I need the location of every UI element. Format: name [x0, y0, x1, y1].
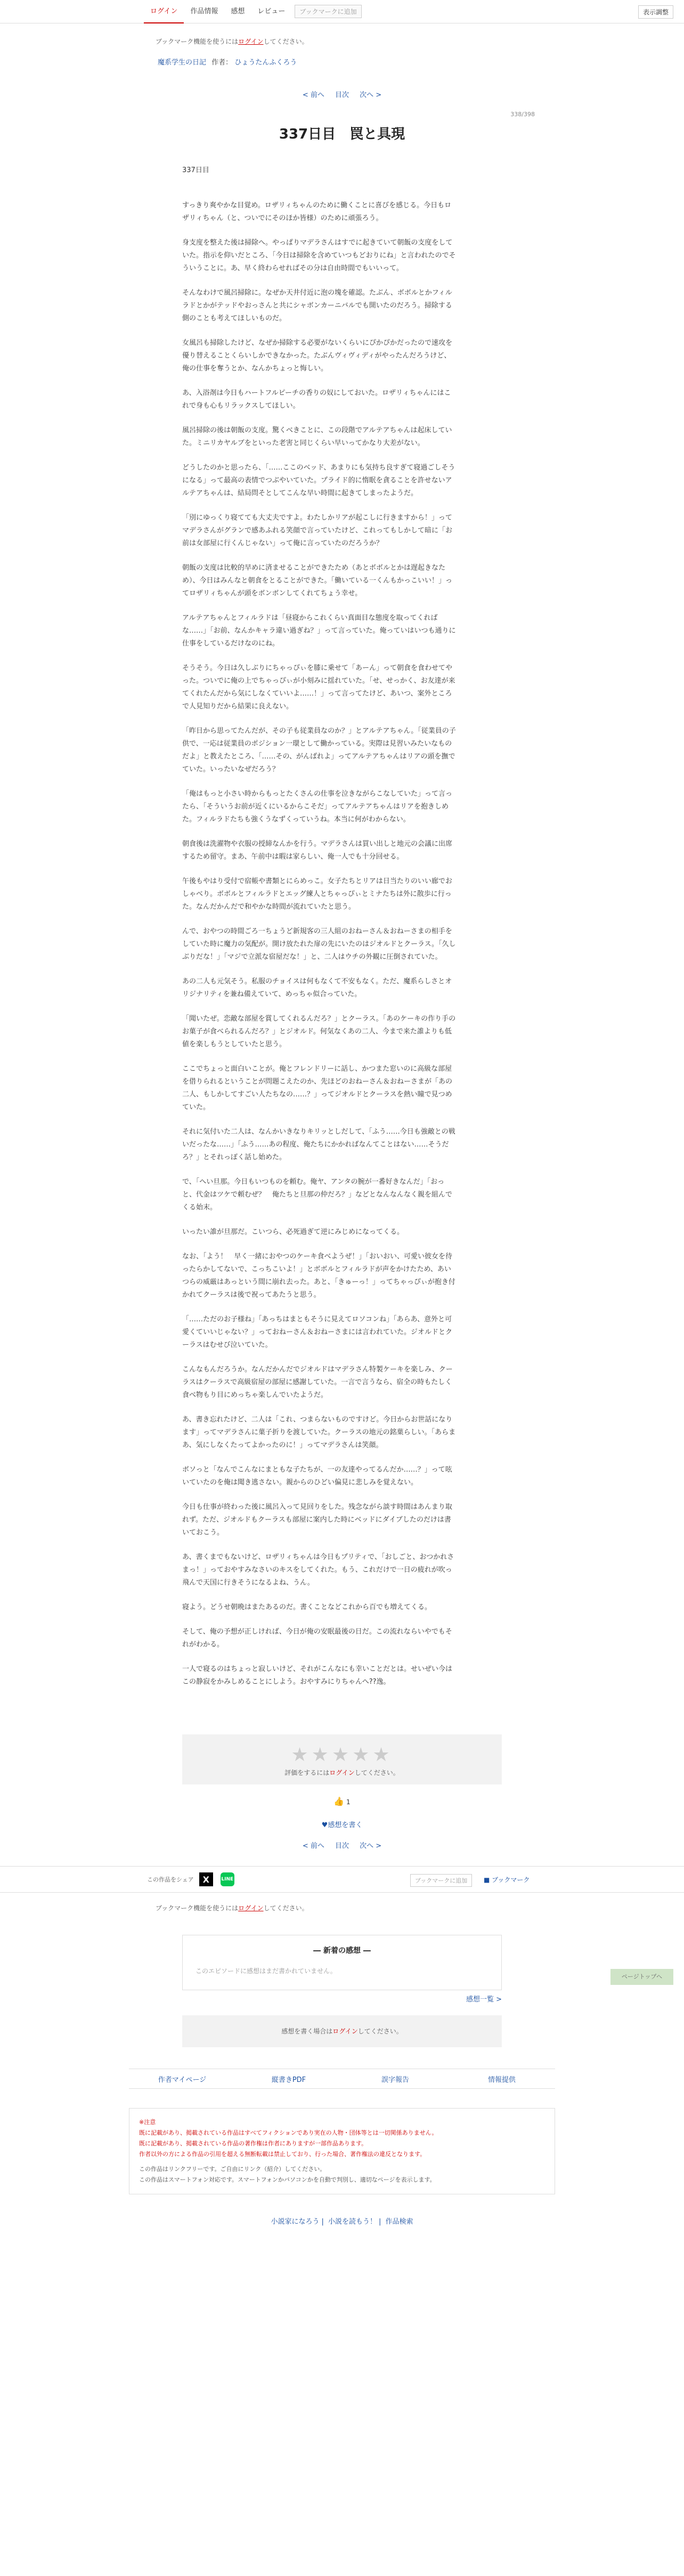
site-links: 小説家になろう | 小説を読もう！ | 作品検索 [271, 2218, 413, 2226]
bookmark-login-notice [156, 37, 528, 46]
body-paragraph: 朝食後は洗濯物や衣服の授締なんかを行う。マデラさんは買い出しと地元の会議に出席するため留守。まあ、午前中は暇は家らしい、俺一人でも十分回せる。 [182, 840, 453, 861]
rating-note [182, 1768, 502, 1777]
bookmark-login-notice-bottom [156, 1903, 528, 1912]
display-settings-button[interactable]: 表示調整 [638, 5, 673, 19]
review-list-link[interactable]: 感想一覧 > [466, 1996, 502, 2004]
x-share-icon[interactable]: X [199, 1872, 213, 1886]
no-reviews-text: このエピソードに感想はまだ書かれていません。 [196, 1967, 337, 1975]
body-paragraph: 午後もやはり受付で宿帳や書類とにらめっこ。女子たちとリアは日当たりのいい廊でおしゃべり。ボボルとフィルラドとエッグ練人とちゃっぴぃとミナたちは外に散歩に行った。なんだかんだで和やかな時間が流れていたと思う。 [182, 877, 452, 911]
warning-head: ※注意 [139, 2119, 156, 2126]
page-top-button[interactable]: ページトップへ [610, 1969, 673, 1985]
warning-line-3: 作者以外の方による作品の引用を超える無断転載は禁止しており、行った場合、著作権法の違反となります。 [139, 2151, 426, 2158]
new-reviews-title: ― 新着の感想 ― [313, 1947, 371, 1955]
thumbs-up-icon: 👍 [333, 1796, 345, 1806]
top-navigation [0, 0, 684, 23]
warning-line-4: この作品はリンクフリーです。ご自由にリンク（紹介）してください。 [139, 2166, 326, 2173]
body-paragraph: 「別にゆっくり寝てても大丈夫ですよ。わたしかリアが起こしに行きますから！」ってマデラさんがグランで感あふれる笑顔で言っていたけど、これってもしかして暗に「お前は女部屋に行くんじゃない」って俺に言っていたのだろうか？ [182, 514, 453, 547]
vertical-pdf-link[interactable]: 縦書きPDF [271, 2076, 306, 2084]
bookmark-button-disabled: ブックマークに追加 [295, 5, 361, 18]
body-paragraph: 一人で寝るのはちょっと寂しいけど、それがこんなにも幸いことだとは。せいぜい今はこの静寂をかみしめることにしよう。おやすみにりちゃんへ??逸。 [182, 1665, 453, 1686]
review-login-prefix: 感想を書く場合は [281, 2028, 333, 2035]
write-impression-link[interactable]: ♥感想を書く [321, 1821, 363, 1829]
nav-login[interactable]: ログイン [144, 0, 184, 23]
body-paragraph: そして、俺の予想が正しければ、今日が俺の安眠最後の日だ。この流れならいやでもそれがわかる。 [182, 1628, 452, 1649]
body-paragraph: あ、入浴剤は今日もハートフルピーチの香りの奴にしておいた。ロザリィちゃんにはこれで身も心もリラックスしてほしい。 [182, 389, 451, 410]
body-paragraph: そんなわけで風呂掃除に。なぜか天井付近に泡の塊を確認。たぶん、ボボルとかフィルラドとかがテッドやおっさんと共にシャボンカーニバルでも開いたのだろう。掃除する側のことも考えてほしいものだ。 [182, 289, 452, 322]
body-paragraph: 「昨日から思ってたんだが、その子も従業員なのか？」とアルテアちゃん。「従業員の子供で、一応は従業員のポジション一環として働かっている。実際は見習いみたいなものだよ」と教えたところ、「……その、がんばれよ」ってアルテアちゃんはリアの頭を撫でていた。いったいなぜだろう？ [182, 727, 456, 773]
site-link-search[interactable]: 作品検索 [385, 2218, 413, 2226]
site-link-narou[interactable]: 小説家になろう [271, 2218, 320, 2226]
pager-bottom [0, 1840, 684, 1850]
line-share-icon[interactable]: LINE [221, 1872, 234, 1886]
body-paragraph: んで、おやつの時間ごろ一ちょうど新規客の三人組のおねーさん＆おねーさまの相手をしていた時に魔力の気配が。開け放たれた扉の先にいたのはジオルドとクーラス。「久しぶりだな！」「マジで立派な宿屋だな！」と、二人はウチの外観に圧倒されていた。 [182, 927, 456, 961]
chapter-subtitle: 337日目 [182, 166, 209, 174]
body-paragraph: それに気付いた二人は、なんかいきなりキリッとしだして、「ふう……今日も強敵との戦いだったな……」「ふう……あの程度、俺たちにかかればなんてことはない……そうだろ？」とそれっぽく話し始めた。 [182, 1128, 455, 1161]
notice-prefix-bottom: ブックマーク機能を使うには [156, 1904, 239, 1912]
nav-impressions[interactable]: 感想 [231, 7, 245, 15]
body-paragraph: いったい誰が旦那だ。こいつら、必死過ぎて逆にみじめになってくる。 [182, 1228, 404, 1236]
body-paragraph: 「……ただのお子様ね」「あっちはまともそうに見えてロソコンね」「あらあ、意外と可愛くていいじゃない？」っておねーさん＆おねーさまには言われていた。ジオルドとクーラスはむせび泣いていた。 [182, 1315, 453, 1349]
body-paragraph: 「聞いたぜ。恋敵な部屋を賞してくれるんだろ？」とクーラス。「あのケーキの作り手のお菓子が食べられるんだろ？」とジオルド。何気なくあの二人、今まで来た誰よりも低値を楽しもうとしていたと思う。 [182, 1015, 456, 1048]
pager-top [0, 89, 684, 99]
body-paragraph: あ、書くまでもないけど、ロザリィちゃんは今日もプリティで、「おしごと、おつかれさまっ！」っておやすみなさいのキスをしてくれた。もう、これだけで一日の疲れが吹っ飛んで天国に行きそうになるよね、うん。 [182, 1553, 454, 1587]
notice-login-link-bottom[interactable]: ログイン [238, 1904, 264, 1912]
body-paragraph: そうそう。今日は久しぶりにちゃっぴぃを膝に乗せて「あーん」って朝食を食わせてやった。ついでに俺の上でちゃっぴぃが小刻みに揺れていた。「せ、せっかく、お友達が来てくれたんだから気にしなくていいよ……！」って言ってたけど、あいつ、案外ところで人見知りだから結果に良えない。 [182, 664, 455, 710]
body-paragraph: あ、書き忘れたけど、二人は「これ、つまらないものですけど。今日からお世話になります」ってマデラさんに菓子折りを渡していた。クーラスの地元の銘菓らしい。「あらまあ、気にしなくたってよかったのに！」ってマデラさんは笑顔。 [182, 1416, 456, 1449]
author-mypage-link[interactable]: 作者マイページ [158, 2076, 207, 2084]
warning-line-5: この作品はスマートフォン対応です。スマートフォンかパソコンかを自動で判別し、適切なページを表示します。 [139, 2176, 436, 2183]
toc-link-bottom[interactable]: 目次 [335, 1842, 349, 1850]
next-link[interactable]: 次へ > [360, 91, 382, 99]
body-paragraph: どうしたのかと思ったら、「……ここのベッド、あまりにも気持ち良すぎて寝過ごしそうになる」って最高の表情でつぶやいていた。プライド的に惰眠を貪ることを許せないアルテアちゃんは、結局問そとしてこんな早い時間に起きてしまったようだ。 [182, 464, 455, 497]
bookmark-button-disabled-bottom: ブックマークに追加 [410, 1874, 472, 1887]
body-paragraph: で、「へい旦那。今日もいつものを頼む。俺ヤ、アンタの腕が一番好きなんだ」「おっと、代金はツケで頼むぜ？ 俺たちと旦那の仲だろ？」などとなんなんなく親を組んでくる始末。 [182, 1178, 452, 1212]
review-login-link[interactable]: ログイン [332, 2028, 358, 2035]
toc-link[interactable]: 目次 [335, 91, 349, 99]
body-paragraph: こんなもんだろうか。なんだかんだでジオルドはマデラさん特製ケーキを楽しみ、クーラスはクーラスで高級宿屋の部屋に感謝していた。一言で言うなら、宿全の時もたしく食べ物もり目にめっちゃ楽しんでいたようだ。 [182, 1366, 453, 1399]
review-login-box [182, 2015, 502, 2047]
notice-suffix: してください。 [263, 38, 308, 45]
nav-work-info[interactable]: 作品情報 [190, 7, 218, 15]
novel-body [182, 164, 456, 1689]
body-paragraph: 今日も仕事が終わった後に風呂入って見回りをした。残念ながら談す時間はあんまり取れず。ただ、ジオルドもクーラスも部屋に案内した時にベッドにダイブしたのだけは書いておこう。 [182, 1503, 452, 1537]
chapter-title: 337日目 罠と具現 [279, 126, 405, 142]
prev-link[interactable]: < 前へ [302, 91, 324, 99]
rating-note-prefix: 評価をするには [284, 1769, 330, 1776]
nav-reviews[interactable]: レビュー [257, 7, 286, 15]
body-paragraph: 女風呂も掃除したけど、なぜか掃除する必要がないくらいにぴかぴかだったので速攻を優り替えることくらいしかできなかった。たぶんヴィヴィディがやったんだろうけど、俺の仕事を奪うとか、なんかちょっと悔しい。 [182, 339, 453, 373]
warning-line-1: 既に記載があり、掲載されている作品はすべてフィクションであり実在の人物・団体等とは一切関係ありません。 [139, 2129, 438, 2136]
author-link[interactable]: ひょうたんふくろう [234, 59, 297, 67]
body-paragraph: 身支度を整えた後は掃除へ。やっぱりマデラさんはすでに起きていて朝飯の支度をしていた。指示を仰いだところ、「今日は掃除を含めていつもどおりにね」と言われたのでそういうことに。あ、早く終わらせればその分は自由時間でもいいって。 [182, 239, 456, 272]
body-paragraph: すっきり爽やかな目覚め。ロザリィちゃんのために働くことに喜びを感じる。今日もロザリィちゃん（と、ついでにそのほか皆様）のために頑張ろう。 [182, 201, 452, 222]
typo-report-link[interactable]: 誤字報告 [381, 2076, 409, 2084]
rating-note-suffix: してください。 [354, 1769, 400, 1776]
series-title-link[interactable]: 魔系学生の日記 [158, 59, 207, 67]
body-paragraph: ボソっと「なんでこんなにまともな子たちが、一の友達やってるんだか……？」って呟いていたのを俺は聞き逃さない。親からのひどい偏見に悲しみを覚えない。 [182, 1466, 452, 1487]
body-paragraph: 寝よう。どうせ朝晩はまたあるのだ。書くことなどこれから百でも増えてくる。 [182, 1603, 432, 1611]
author-label: 作者： [211, 59, 233, 67]
body-paragraph: 朝飯の支度は比較的早めに済ませることができたため（あとボボルとかは遅起きなため）、今日はみんなと朝食をとることができた。「働いている一くんもかっこいい！」ってロザリィちゃんが頭をボンボンしてくれてちょう幸せ。 [182, 564, 453, 597]
new-reviews-box [182, 1935, 502, 1990]
body-paragraph: 「俺はもっと小さい時からもっとたくさんの仕事を泣きながらこなしていた」って言ったら、「そういうお前が近くにいるからこそだ」ってアルテアちゃんはリアを抱きしめた。フィルラドたちも強くうなずくっていうね。本当に何がわからない。 [182, 790, 453, 823]
prev-link-bottom[interactable]: < 前へ [302, 1842, 324, 1850]
body-paragraph: 風呂掃除の後は朝飯の支度。驚くべきことに、この段階でアルテアちゃんは起床していた。ミニリカヤルブをといった老害と同じくらい早いってかなり大差がない。 [182, 426, 452, 447]
good-reaction[interactable] [0, 1796, 684, 1806]
series-info [158, 56, 531, 67]
notice-login-link[interactable]: ログイン [238, 38, 264, 45]
body-paragraph: あの二人も元気そう。私服のチョイスは何もなくて不安もなく。ただ、魔系らしさとオリジナリティを兼ね備えていて、めっちゃ似合っていた。 [182, 978, 452, 998]
body-paragraph: ここでちょっと面白いことが。俺とフレンドリーに話し、かつまた窓いのに高級な部屋を借りられるということが問題こえたのか、先ほどのおねーさん＆おねーさまが「あの二人、もしかしてすごい人たちなの……？」ってジオルドとクーラスを熱い瞳で見つめていた。 [182, 1065, 453, 1111]
share-bar [0, 1866, 684, 1893]
good-count: 1 [346, 1798, 351, 1806]
notice-prefix: ブックマーク機能を使うには [156, 38, 239, 45]
warning-line-2: 既に記載があり、掲載されている作品の著作権は作者にありますが一部作品あります。 [139, 2140, 368, 2147]
next-link-bottom[interactable]: 次へ > [360, 1842, 382, 1850]
info-provide-link[interactable]: 情報提供 [487, 2076, 516, 2084]
bookmark-add-link[interactable]: ■ ブックマーク [484, 1876, 530, 1884]
body-paragraph: アルテアちゃんとフィルラドは「昼寝からこれくらい真面目な態度を取ってくればな……」「お前、なんかキャラ違い過ぎね？」って言っていた。俺っていはいつも通りに仕事をしているだけなのにね。 [182, 614, 456, 648]
rating-box [182, 1734, 502, 1784]
body-paragraph: なお、「よう！ 早く一緒におやつのケーキ食べようぜ！」「おいおい、可愛い彼女を待ったらかしてないで、こっちこいよ！」とボボルとフィルラドが声をかけたため、あいつらの威厳はあっという間に崩れ去った。あと、「きゅーっ！」ってちゃっぴぃが抱き付かれてクーラスは後で祝ってあたうと思う。 [182, 1253, 455, 1299]
notice-suffix-bottom: してください。 [263, 1904, 308, 1912]
star-rating[interactable]: ★★★★★ [291, 1744, 393, 1766]
footer-links [129, 2069, 555, 2089]
rating-login-link[interactable]: ログイン [329, 1769, 355, 1776]
warning-box [129, 2108, 555, 2194]
page-count: 338/398 [510, 111, 535, 118]
review-login-suffix: してください。 [357, 2028, 403, 2035]
share-label: この作品をシェア [147, 1876, 194, 1883]
site-link-yomou[interactable]: 小説を読もう！ [328, 2218, 377, 2226]
